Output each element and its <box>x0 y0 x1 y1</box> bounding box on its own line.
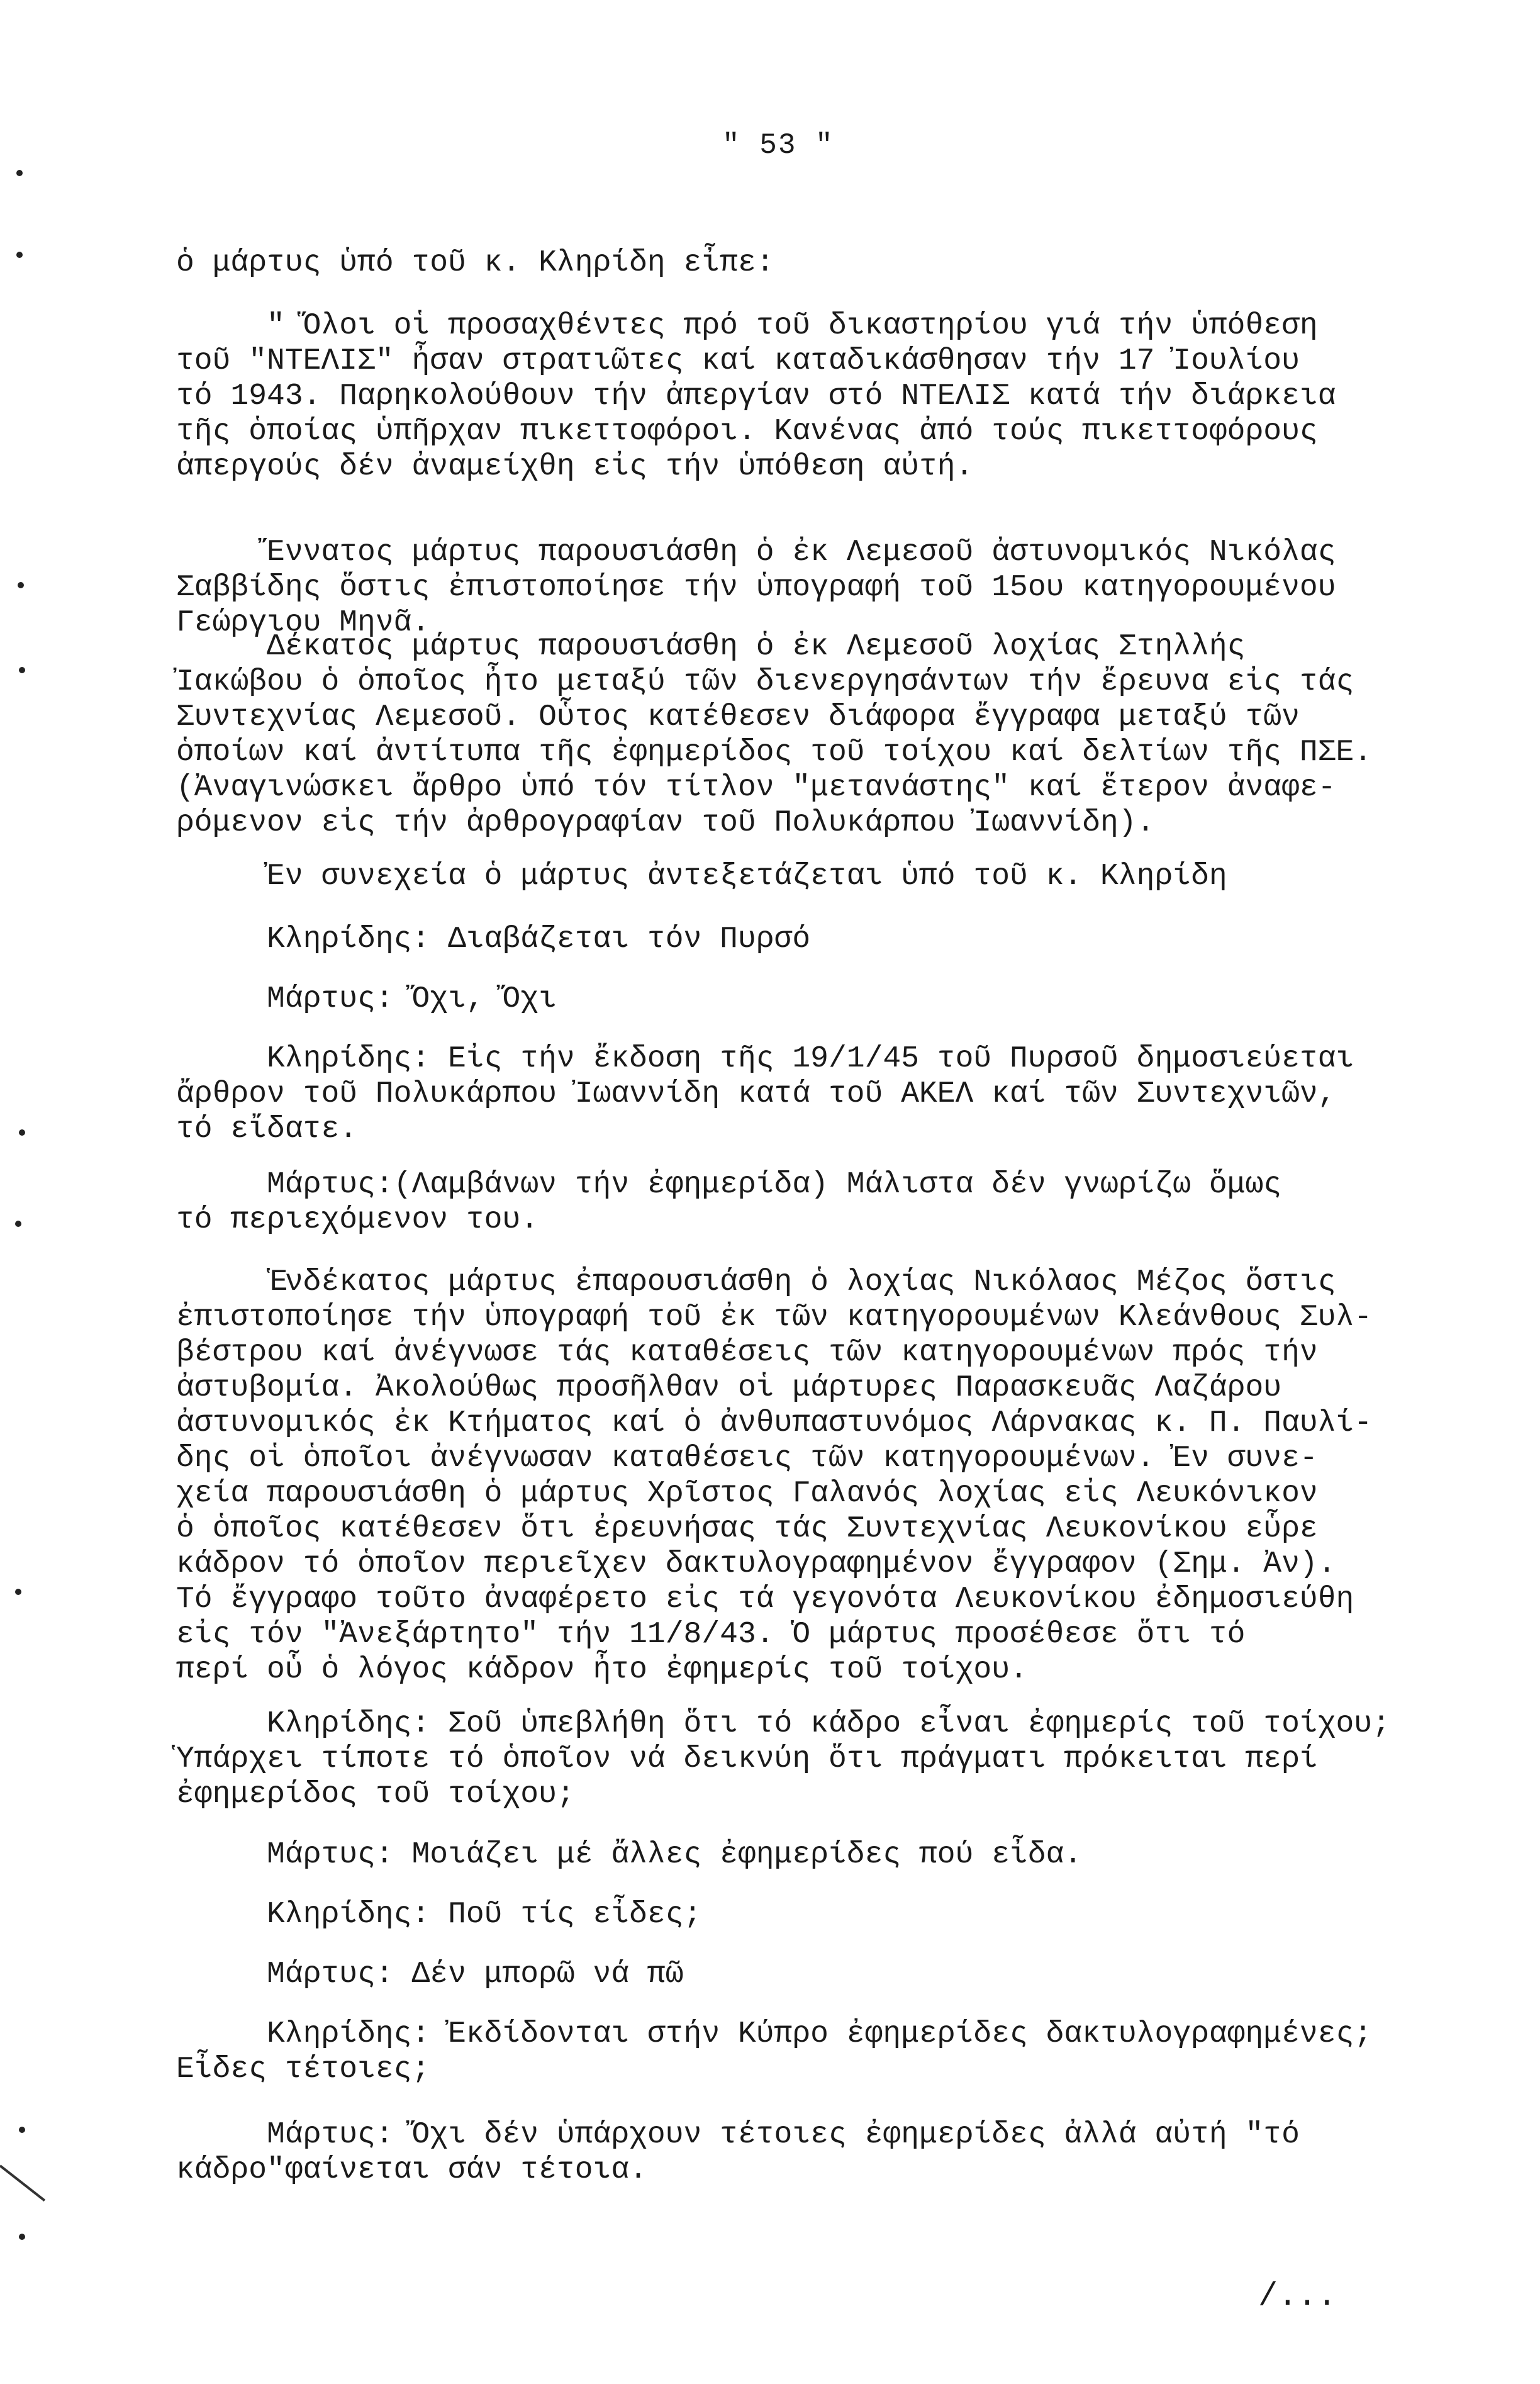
text-line: βέστρου καί ἀνέγνωσε τάς καταθέσεις τῶν κατηγορουμένων πρός τήν <box>176 1336 1318 1370</box>
text-line: Μάρτυς: Δέν μπορῶ νά πῶ <box>176 1957 684 1991</box>
text-line: κάδρον τό ὁποῖον περιεῖχεν δακτυλογραφημένον ἔγγραφον (Σημ. Ἀν). <box>176 1547 1336 1581</box>
text-line: ὁποίων καί ἀντίτυπα τῆς ἐφημερίδος τοῦ τοίχου καί δελτίων τῆς ΠΣΕ. <box>176 736 1373 769</box>
text-line: περί οὗ ὁ λόγος κάδρον ἦτο ἐφημερίς τοῦ τοίχου. <box>176 1653 1028 1687</box>
text-line: Μάρτυς: Μοιάζει μέ ἄλλες ἐφημερίδες πού εἶδα. <box>176 1838 1083 1872</box>
text-line: Γεώργιου Μηνᾶ. <box>176 606 430 640</box>
text-line: δης οἱ ὁποῖοι ἀνέγνωσαν καταθέσεις τῶν κατηγορουμένων. Ἐν συνε- <box>176 1441 1318 1475</box>
page-number: " 53 " <box>722 129 834 162</box>
text-line: τῆς ὁποίας ὑπῆρχαν πικεττοφόροι. Κανένας ἀπό τούς πικεττοφόρους <box>176 415 1318 449</box>
text-line: ἐφημερίδος τοῦ τοίχου; <box>176 1777 575 1811</box>
text-line: ὁ ὁποῖος κατέθεσεν ὅτι ἐρευνήσας τάς Συντεχνίας Λευκονίκου εὗρε <box>176 1512 1318 1546</box>
binder-hole-mark <box>19 1129 25 1136</box>
text-line: " Ὅλοι οἱ προσαχθέντες πρό τοῦ δικαστηρίου γιά τήν ὑπόθεση <box>176 309 1318 343</box>
text-line: τοῦ "ΝΤΕΛΙΣ" ἦσαν στρατιῶτες καί καταδικάσθησαν τήν 17 Ἰουλίου <box>176 344 1300 378</box>
text-line: εἰς τόν "Ἀνεξάρτητο" τήν 11/8/43. Ὁ μάρτυς προσέθεσε ὅτι τό <box>176 1618 1246 1652</box>
text-line: Κληρίδης: Διαβάζεται τόν Πυρσό <box>176 922 811 956</box>
text-line: Κληρίδης: Σοῦ ὑπεβλήθη ὅτι τό κάδρο εἶναι ἐφημερίς τοῦ τοίχου; <box>176 1707 1390 1741</box>
text-line: τό περιεχόμενον του. <box>176 1203 539 1237</box>
text-line: τό 1943. Παρηκολούθουν τήν ἀπεργίαν στό ΝΤΕΛΙΣ κατά τήν διάρκεια <box>176 379 1336 413</box>
binder-hole-mark <box>18 582 24 588</box>
text-line: Συντεχνίας Λεμεσοῦ. Οὗτος κατέθεσεν διάφορα ἔγγραφα μεταξύ τῶν <box>176 700 1300 734</box>
text-line: ἀστυβομία. Ἀκολούθως προσῆλθαν οἱ μάρτυρες Παρασκευᾶς Λαζάρου <box>176 1371 1282 1405</box>
binder-hole-mark <box>15 1589 21 1595</box>
continuation-mark: /... <box>1258 2278 1337 2315</box>
text-line: ὁ μάρτυς ὑπό τοῦ κ. Κληρίδη εἶπε: <box>176 246 774 280</box>
text-line: Ἑνδέκατος μάρτυς ἐπαρουσιάσθη ὁ λοχίας Νικόλαος Μέζος ὅστις <box>176 1265 1336 1299</box>
binder-hole-mark <box>15 1221 21 1227</box>
text-line: Μάρτυς: Ὄχι, Ὄχι <box>176 982 557 1016</box>
text-line: Ἰακώβου ὁ ὁποῖος ἦτο μεταξύ τῶν διενεργησάντων τήν ἔρευνα εἰς τάς <box>176 665 1354 699</box>
binder-hole-mark <box>16 252 23 258</box>
text-line: Κληρίδης: Ἐκδίδονται στήν Κύπρο ἐφημερίδες δακτυλογραφημένες; <box>176 2017 1373 2051</box>
text-line: ἐπιστοποίησε τήν ὑπογραφή τοῦ ἐκ τῶν κατηγορουμένων Κλεάνθους Συλ- <box>176 1301 1373 1335</box>
text-line: Μάρτυς: Ὄχι δέν ὑπάρχουν τέτοιες ἐφημερίδες ἀλλά αὐτή "τό <box>176 2118 1300 2152</box>
text-line: χεία παρουσιάσθη ὁ μάρτυς Χρῖστος Γαλανός λοχίας εἰς Λευκόνικον <box>176 1477 1318 1511</box>
text-line: ἀπεργούς δέν ἀναμείχθη εἰς τήν ὑπόθεση αὐτή. <box>176 450 974 484</box>
text-line: Ἔννατος μάρτυς παρουσιάσθη ὁ ἐκ Λεμεσοῦ ἀστυνομικός Νικόλας <box>176 535 1336 569</box>
text-line: Εἶδες τέτοιες; <box>176 2052 430 2086</box>
text-line: Τό ἔγγραφο τοῦτο ἀναφέρετο εἰς τά γεγονότα Λευκονίκου ἐδημοσιεύθη <box>176 1582 1354 1616</box>
scan-artifact-line <box>0 2164 45 2202</box>
text-line: ρόμενον εἰς τήν ἀρθρογραφίαν τοῦ Πολυκάρπου Ἰωαννίδη). <box>176 806 1155 840</box>
text-line: Μάρτυς:(Λαμβάνων τήν ἐφημερίδα) Μάλιστα δέν γνωρίζω ὅμως <box>176 1168 1282 1202</box>
text-line: ἄρθρον τοῦ Πολυκάρπου Ἰωαννίδη κατά τοῦ ΑΚΕΛ καί τῶν Συντεχνιῶν, <box>176 1077 1336 1111</box>
text-line: Κληρίδης: Εἰς τήν ἔκδοση τῆς 19/1/45 τοῦ Πυρσοῦ δημοσιεύεται <box>176 1042 1354 1076</box>
text-line: Κληρίδης: Ποῦ τίς εἶδες; <box>176 1898 702 1932</box>
text-line: τό εἴδατε. <box>176 1112 358 1146</box>
binder-hole-mark <box>19 667 25 673</box>
binder-hole-mark <box>19 2234 25 2240</box>
text-line: κάδρο"φαίνεται σάν τέτοια. <box>176 2153 647 2187</box>
text-line: (Ἀναγινώσκει ἄρθρο ὑπό τόν τίτλον "μετανάστης" καί ἕτερον ἀναφε- <box>176 771 1336 805</box>
binder-hole-mark <box>19 2127 25 2133</box>
text-line: Ἐν συνεχεία ὁ μάρτυς ἀντεξετάζεται ὑπό τοῦ κ. Κληρίδη <box>176 859 1227 893</box>
text-line: ἀστυνομικός ἐκ Κτήματος καί ὁ ἀνθυπαστυνόμος Λάρνακας κ. Π. Παυλί- <box>176 1406 1373 1440</box>
text-line: Δέκατος μάρτυς παρουσιάσθη ὁ ἐκ Λεμεσοῦ λοχίας Στηλλής <box>176 630 1246 664</box>
binder-hole-mark <box>16 170 23 176</box>
text-line: Ὑπάρχει τίποτε τό ὁποῖον νά δεικνύη ὅτι πράγματι πρόκειται περί <box>176 1742 1318 1776</box>
text-line: Σαββίδης ὅστις ἐπιστοποίησε τήν ὑπογραφή τοῦ 15ου κατηγορουμένου <box>176 571 1336 605</box>
